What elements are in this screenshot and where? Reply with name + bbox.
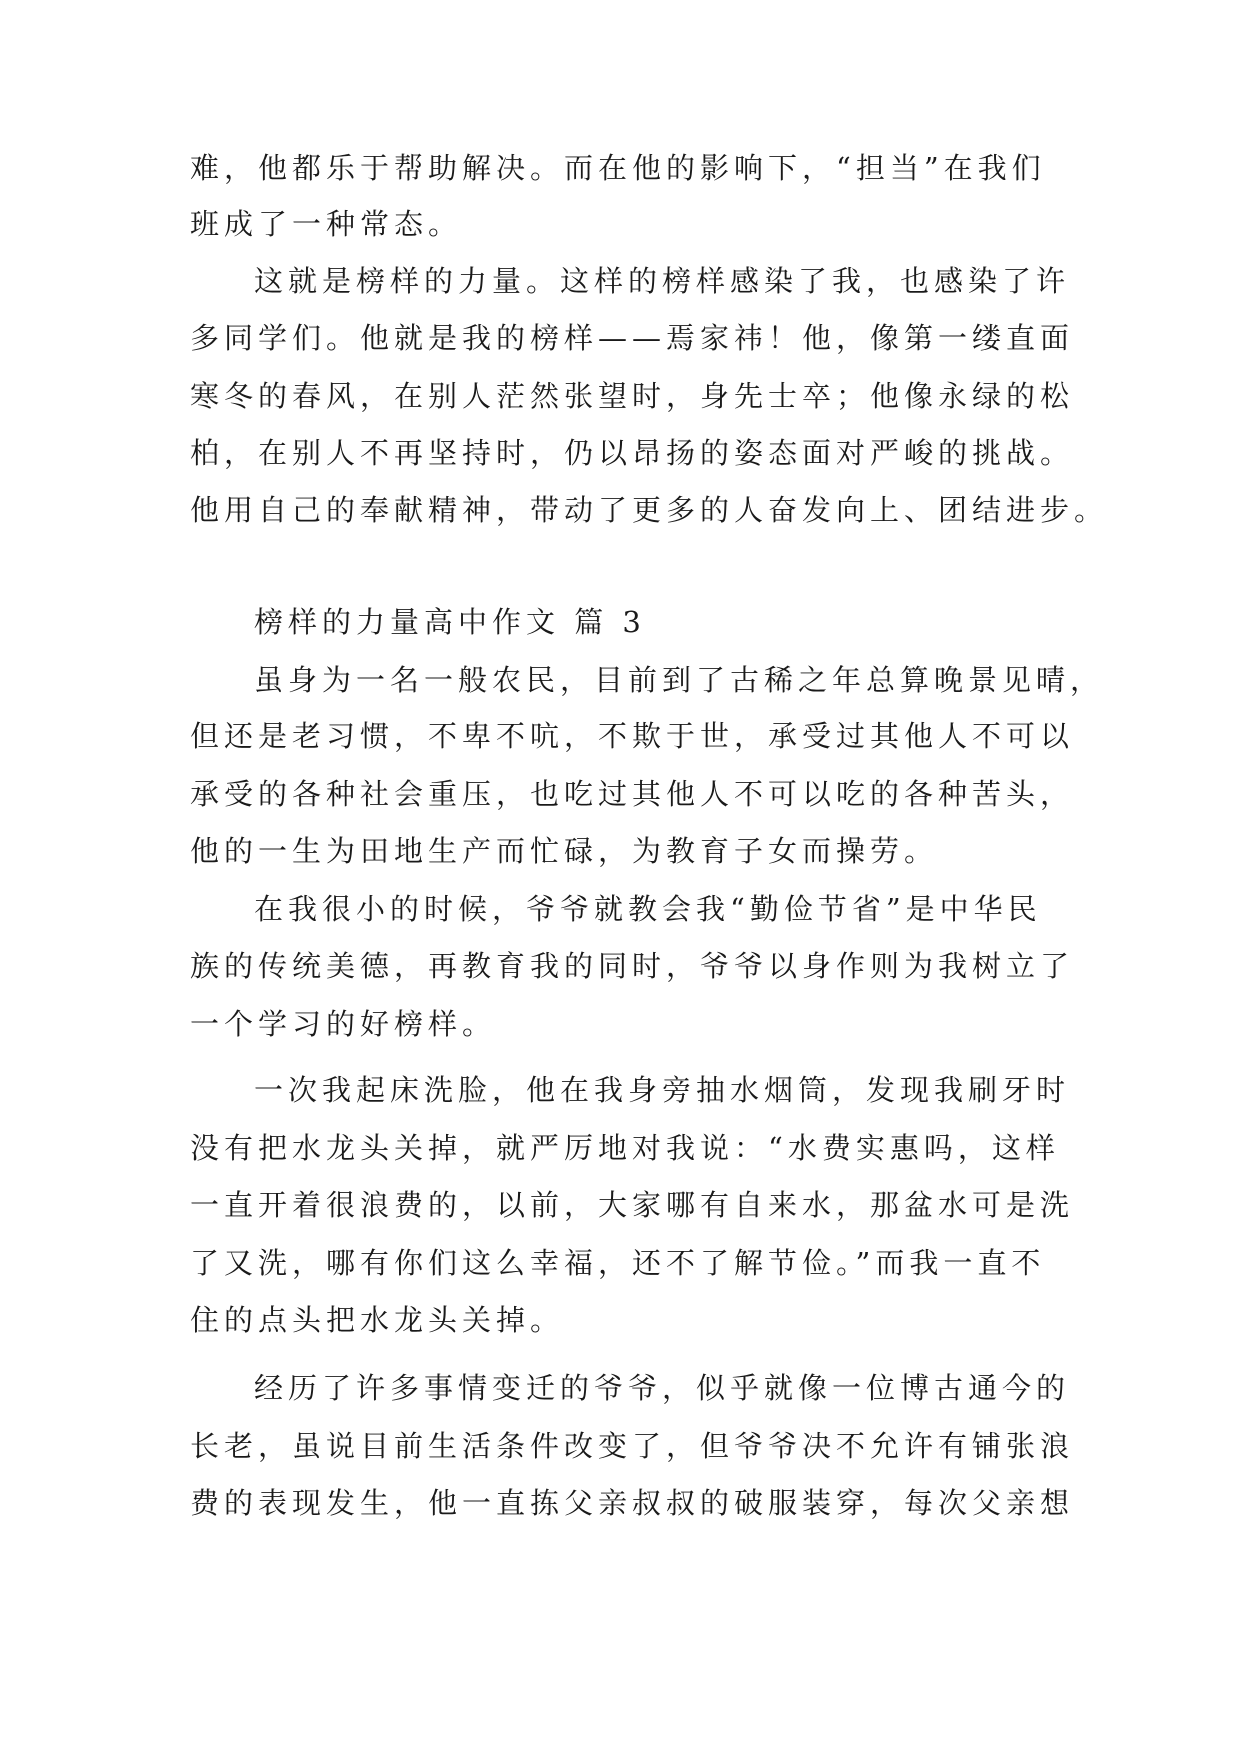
paragraph-line: 难，他都乐于帮助解决。而在他的影响下，“担当”在我们 (190, 151, 1046, 185)
paragraph-line: 他用自己的奉献精神，带动了更多的人奋发向上、团结进步。 (190, 493, 1109, 527)
paragraph-line: 了又洗，哪有你们这么幸福，还不了解节俭。”而我一直不 (190, 1246, 1046, 1280)
section-heading: 榜样的力量高中作文 篇 3 (254, 605, 646, 639)
paragraph-line: 族的传统美德，再教育我的同时，爷爷以身作则为我树立了 (190, 949, 1075, 983)
paragraph-line: 一个学习的好榜样。 (190, 1007, 497, 1041)
paragraph-line: 但还是老习惯，不卑不吭，不欺于世，承受过其他人不可以 (190, 719, 1075, 753)
paragraph-line: 在我很小的时候，爷爷就教会我“勤俭节省”是中华民 (254, 892, 1042, 926)
paragraph-line: 没有把水龙头关掉，就严厉地对我说：“水费实惠吗，这样 (190, 1131, 1060, 1165)
paragraph-line: 承受的各种社会重压，也吃过其他人不可以吃的各种苦头， (190, 777, 1075, 811)
paragraph-line: 一次我起床洗脸，他在我身旁抽水烟筒，发现我刷牙时 (254, 1073, 1071, 1107)
paragraph-line: 虽身为一名一般农民，目前到了古稀之年总算晚景见晴， (254, 663, 1105, 697)
paragraph-line: 经历了许多事情变迁的爷爷，似乎就像一位博古通今的 (254, 1371, 1071, 1405)
paragraph-line: 费的表现发生，他一直拣父亲叔叔的破服装穿，每次父亲想 (190, 1486, 1075, 1520)
paragraph-line: 柏，在别人不再坚持时，仍以昂扬的姿态面对严峻的挑战。 (190, 436, 1075, 470)
paragraph-line: 班成了一种常态。 (190, 207, 463, 241)
paragraph-line: 长老，虽说目前生活条件改变了，但爷爷决不允许有铺张浪 (190, 1429, 1075, 1463)
paragraph-line: 多同学们。他就是我的榜样——焉家祎！他，像第一缕直面 (190, 321, 1075, 355)
paragraph-line: 一直开着很浪费的，以前，大家哪有自来水，那盆水可是洗 (190, 1188, 1075, 1222)
paragraph-line: 他的一生为田地生产而忙碌，为教育子女而操劳。 (190, 834, 939, 868)
paragraph-line: 住的点头把水龙头关掉。 (190, 1303, 565, 1337)
paragraph-line: 寒冬的春风，在别人茫然张望时，身先士卒；他像永绿的松 (190, 379, 1075, 413)
paragraph-line: 这就是榜样的力量。这样的榜样感染了我，也感染了许 (254, 264, 1071, 298)
